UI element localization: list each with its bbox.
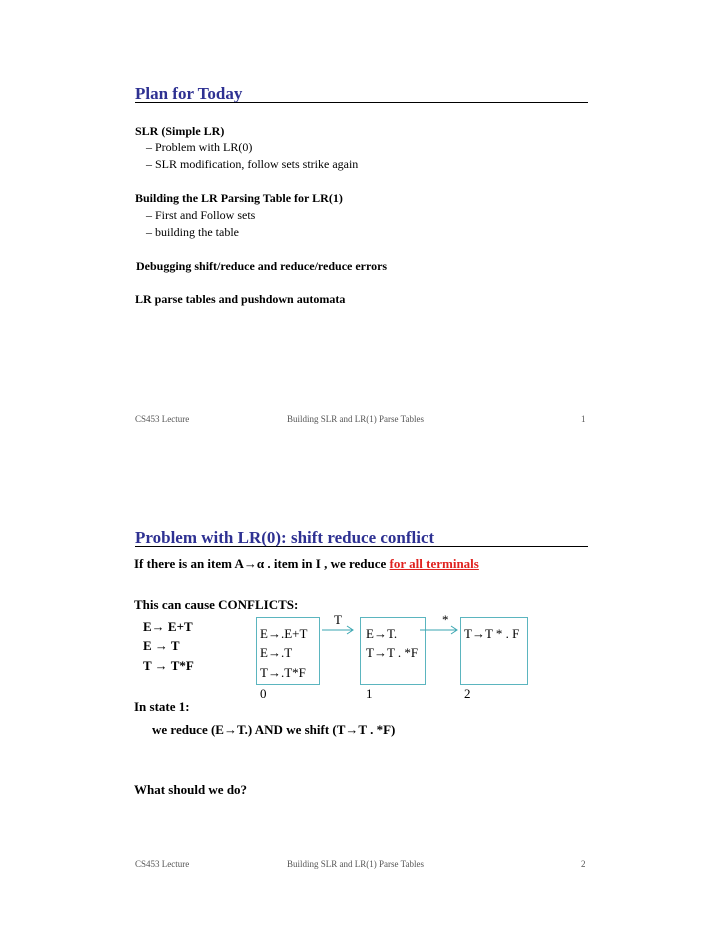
question: What should we do? bbox=[134, 782, 248, 797]
state-number-0: 0 bbox=[260, 686, 267, 701]
list-item: – First and Follow sets bbox=[146, 208, 256, 222]
state-number-2: 2 bbox=[464, 686, 471, 701]
conflicts-label: This can cause CONFLICTS: bbox=[134, 597, 299, 612]
intro-text: If there is an item A→α . item in I , we reduce bbox=[134, 556, 390, 571]
transition-label-t: T bbox=[334, 612, 342, 627]
footer-page-number: 2 bbox=[581, 859, 586, 869]
list-item: – Problem with LR(0) bbox=[146, 140, 253, 154]
title-rule bbox=[135, 102, 588, 103]
in-state-label: In state 1: bbox=[134, 699, 190, 714]
slide-2-title: Problem with LR(0): shift reduce conflict bbox=[135, 528, 435, 547]
section-heading-debugging: Debugging shift/reduce and reduce/reduce errors bbox=[136, 259, 388, 273]
state-0-item: E→.T bbox=[260, 645, 293, 660]
footer-course: CS453 Lecture bbox=[135, 414, 190, 424]
footer-page-number: 1 bbox=[581, 414, 586, 424]
slide-1-title: Plan for Today bbox=[135, 84, 243, 103]
state-1-item: T→T . *F bbox=[366, 645, 419, 660]
section-heading-lr1-table: Building the LR Parsing Table for LR(1) bbox=[135, 191, 343, 205]
title-rule bbox=[135, 546, 588, 547]
section-heading-slr: SLR (Simple LR) bbox=[135, 124, 225, 138]
footer-title: Building SLR and LR(1) Parse Tables bbox=[287, 414, 424, 424]
grammar-production: E→ E+T bbox=[143, 619, 193, 634]
state-0-item: E→.E+T bbox=[260, 626, 308, 641]
state-1-item: E→T. bbox=[366, 626, 398, 641]
list-item: – SLR modification, follow sets strike again bbox=[146, 157, 359, 171]
intro-line bbox=[134, 556, 479, 572]
state-2-item: T→T * . F bbox=[464, 626, 520, 641]
footer-course: CS453 Lecture bbox=[135, 859, 190, 869]
footer-title: Building SLR and LR(1) Parse Tables bbox=[287, 859, 424, 869]
transition-arrow-icon bbox=[322, 626, 356, 636]
list-item: – building the table bbox=[146, 225, 239, 239]
grammar-production: E → T bbox=[143, 638, 180, 653]
section-heading-pushdown: LR parse tables and pushdown automata bbox=[135, 292, 346, 306]
reduce-shift-line: we reduce (E→T.) AND we shift (T→T . *F) bbox=[152, 722, 396, 737]
state-0-item: T→.T*F bbox=[260, 665, 306, 680]
transition-arrow-icon bbox=[420, 626, 460, 636]
state-number-1: 1 bbox=[366, 686, 373, 701]
intro-highlight: for all terminals bbox=[389, 556, 479, 571]
transition-label-star: * bbox=[442, 612, 449, 627]
grammar-production: T → T*F bbox=[143, 658, 194, 673]
slide-2 bbox=[0, 466, 720, 932]
